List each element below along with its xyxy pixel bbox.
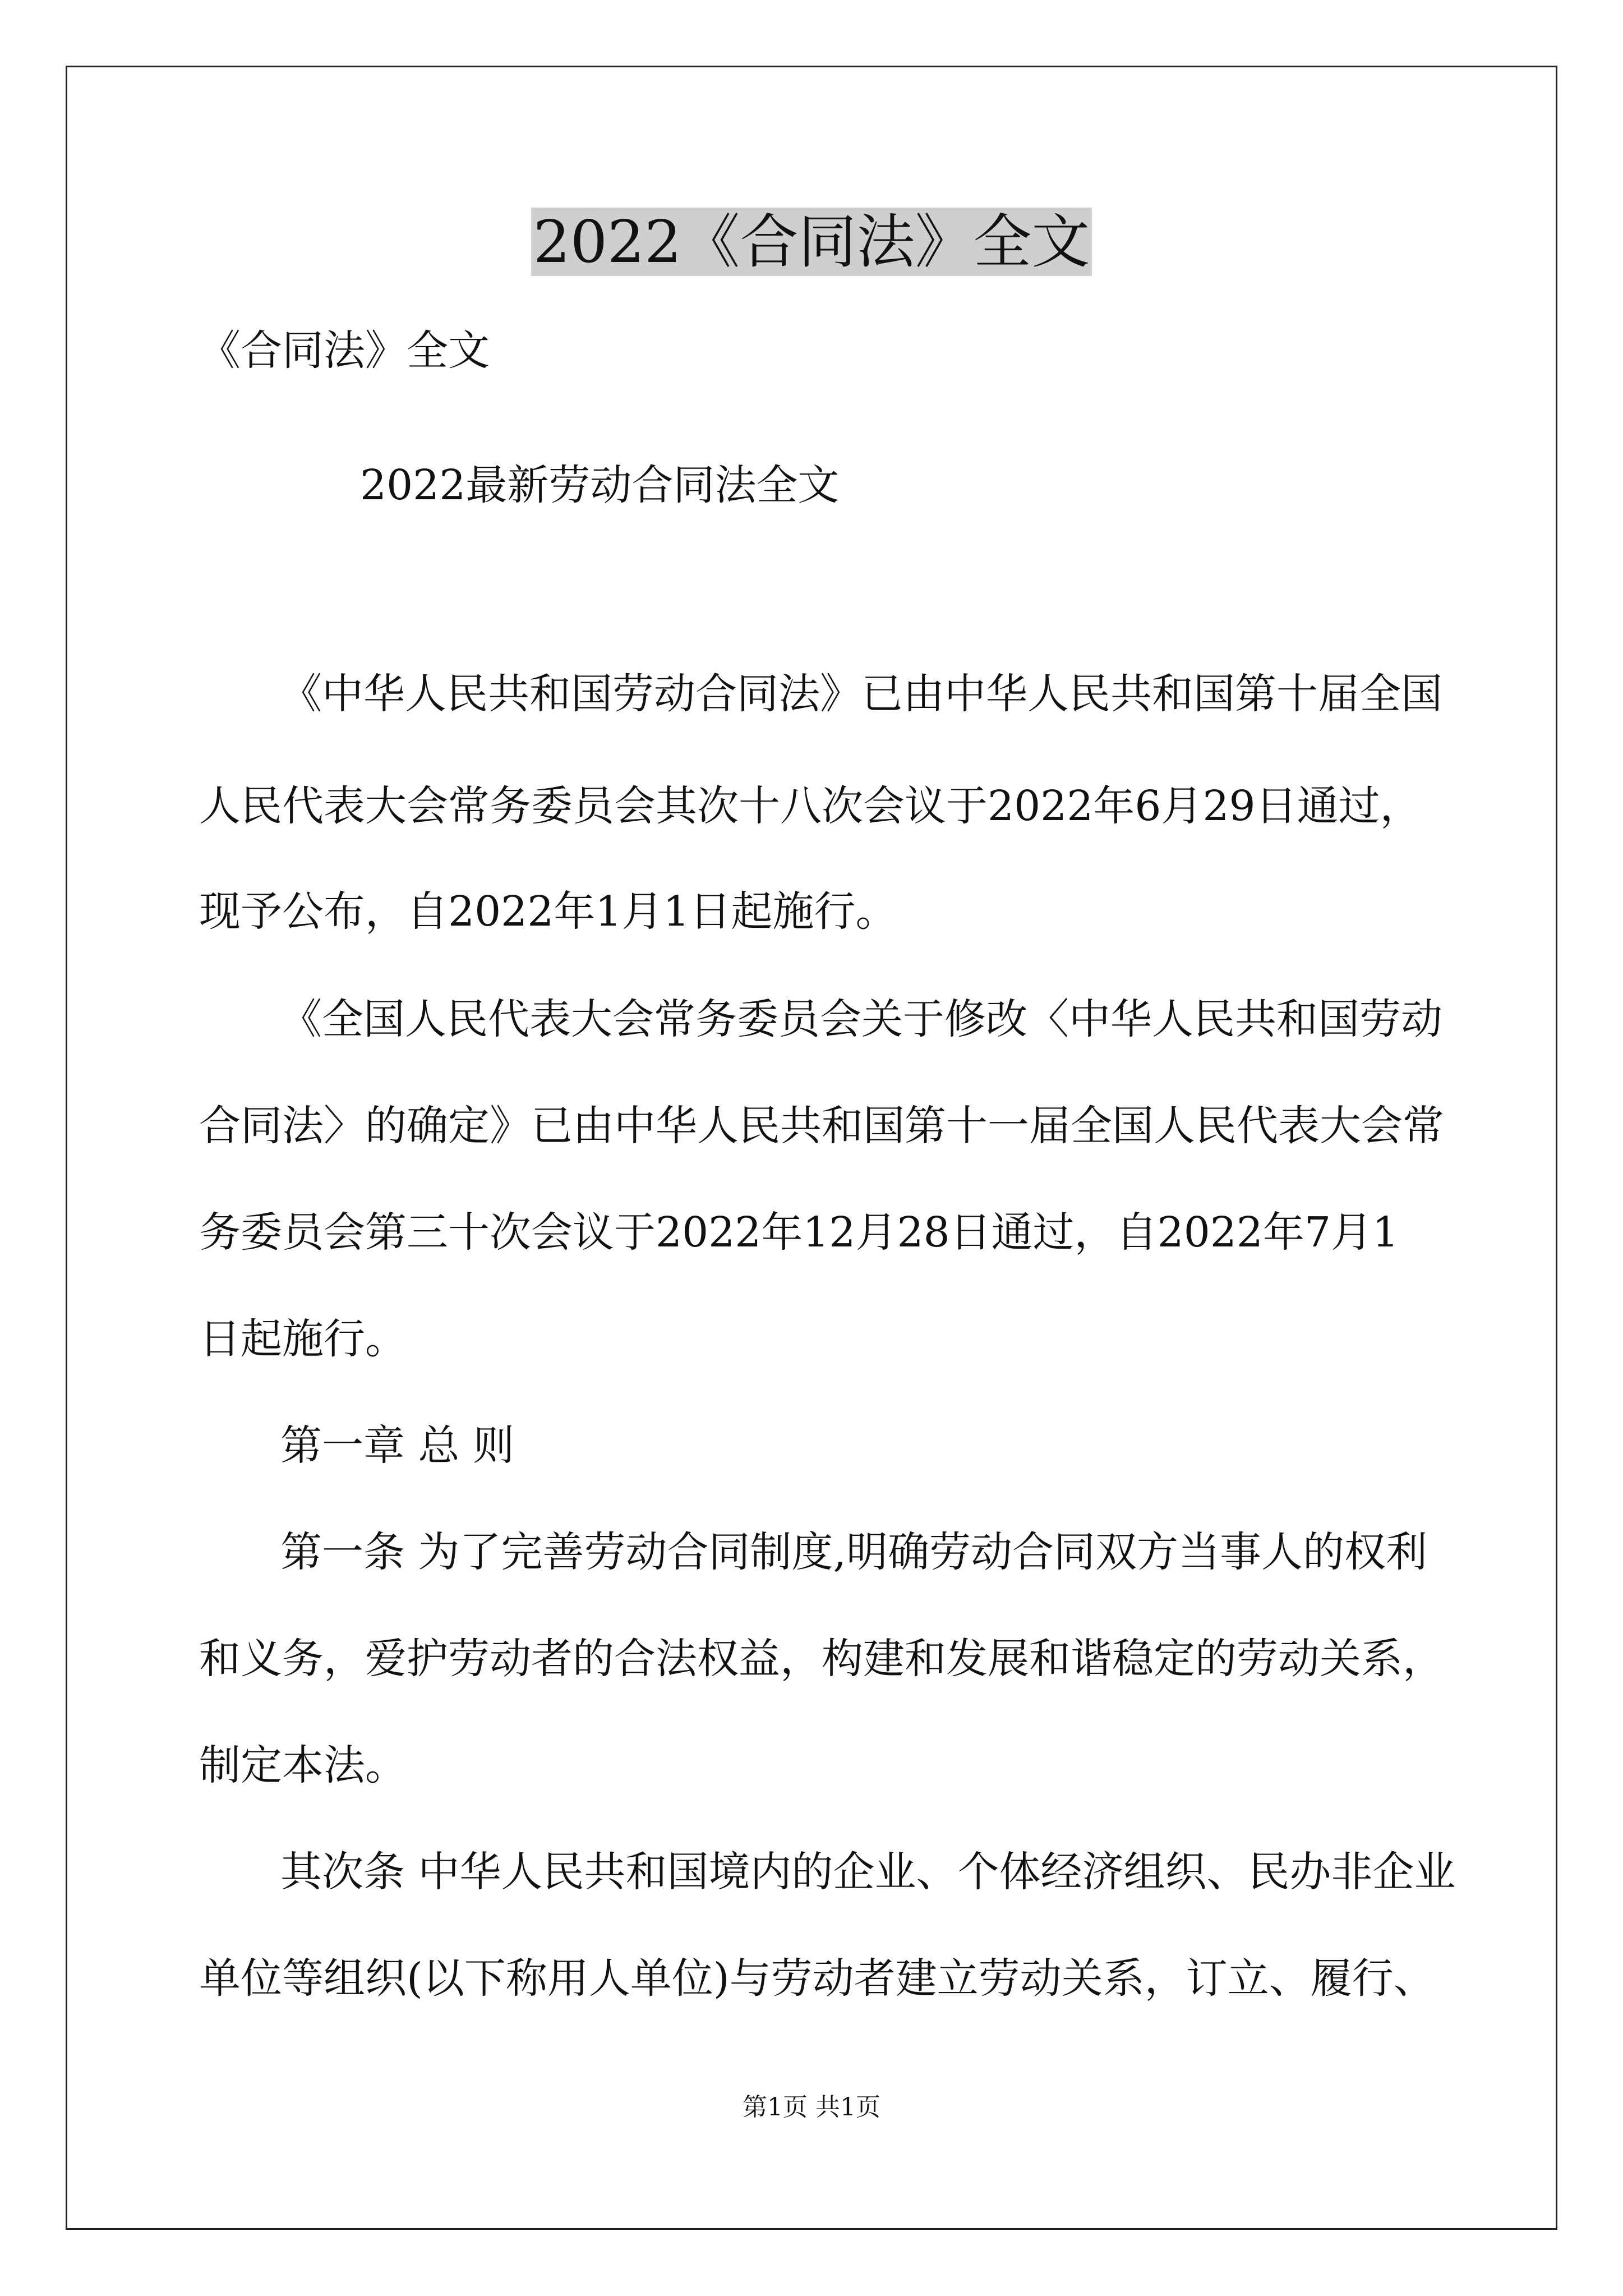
document-subheading: 2022最新劳动合同法全文 [360,461,840,509]
paragraph-line: 第一条 为了完善劳动合同制度,明确劳动合同双方当事人的权利 [280,1528,1428,1576]
paragraph-line: 制定本法。 [199,1741,407,1789]
page-footer: 第1页 共1页 [743,2093,880,2122]
chapter-heading: 第一章 总 则 [280,1421,515,1470]
document-subtitle: 《合同法》全文 [199,326,490,375]
document-title-text: 2022《合同法》全文 [531,208,1092,276]
paragraph-line: 其次条 中华人民共和国境内的企业、个体经济组织、民办非企业 [280,1848,1456,1896]
paragraph-line: 现予公布，自2022年1月1日起施行。 [199,887,897,936]
paragraph-line: 《全国人民代表大会常务委员会关于修改〈中华人民共和国劳动 [280,995,1442,1043]
paragraph-line: 务委员会第三十次会议于2022年12月28日通过，自2022年7月1 [199,1208,1399,1257]
paragraph-line: 《中华人民共和国劳动合同法》已由中华人民共和国第十届全国 [280,670,1442,718]
paragraph-line: 单位等组织(以下称用人单位)与劳动者建立劳动关系，订立、履行、 [199,1954,1435,2003]
paragraph-line: 人民代表大会常务委员会其次十八次会议于2022年6月29日通过， [199,782,1422,830]
paragraph-line: 日起施行。 [199,1315,407,1363]
paragraph-line: 合同法〉的确定》已由中华人民共和国第十一届全国人民代表大会常 [199,1102,1444,1150]
document-title [0,200,1623,284]
paragraph-line: 和义务，爱护劳动者的合法权益，构建和发展和谐稳定的劳动关系， [199,1635,1444,1683]
